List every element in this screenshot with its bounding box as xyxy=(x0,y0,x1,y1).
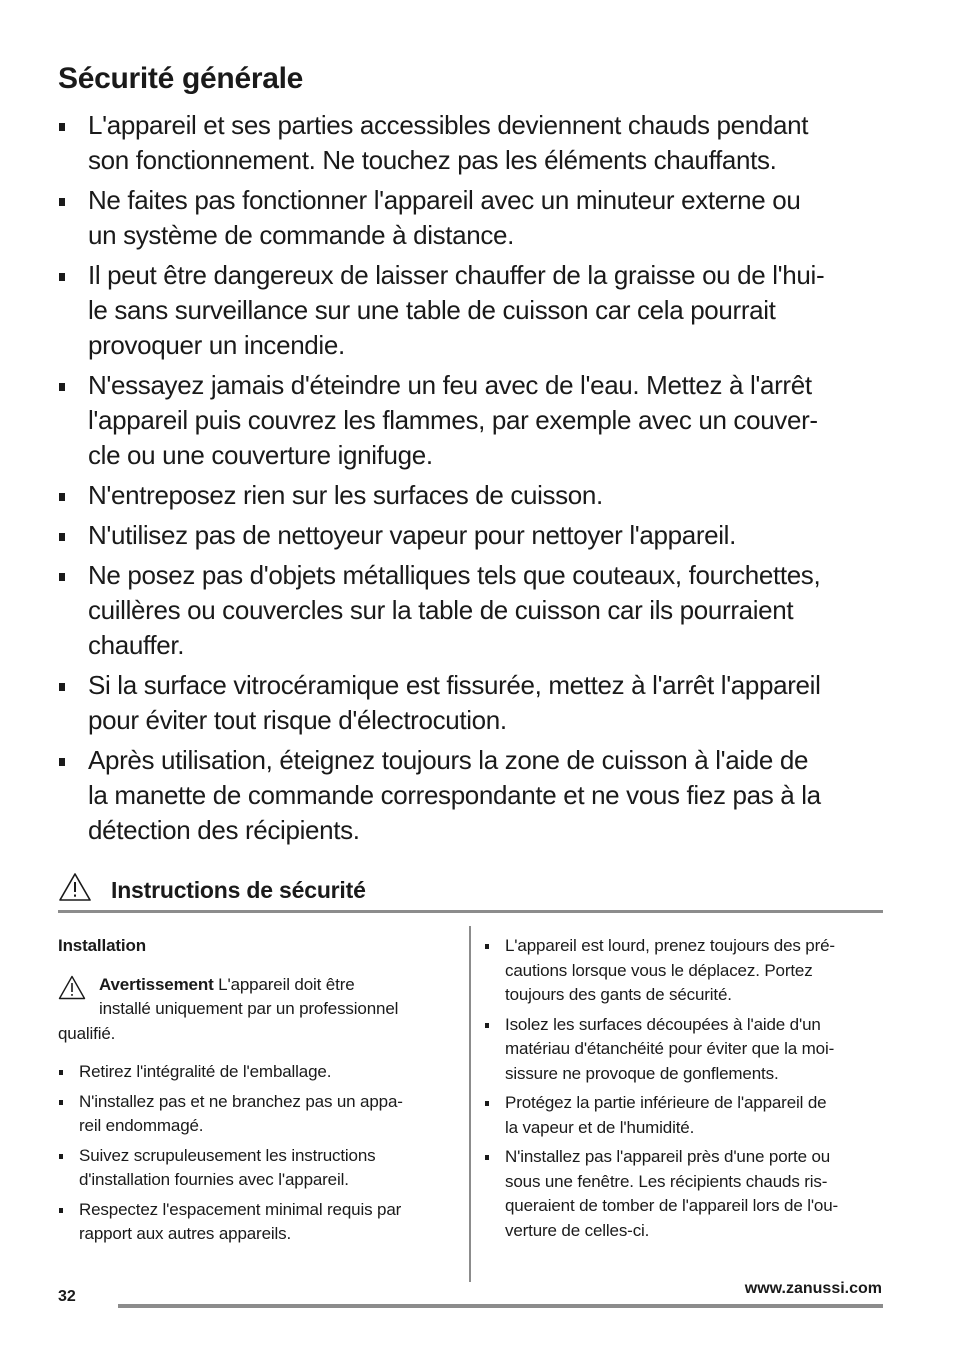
bullet-icon xyxy=(59,493,65,501)
warning-text-line1: L'appareil doit être xyxy=(213,974,355,994)
general-safety-item xyxy=(58,668,888,738)
list-item-line: d'installation fournies avec l'appareil. xyxy=(79,1170,349,1189)
installation-item xyxy=(484,1013,884,1087)
installation-item xyxy=(58,1090,443,1139)
page-title: Sécurité générale xyxy=(58,62,304,95)
list-item-line: toujours des gants de sécurité. xyxy=(505,985,732,1004)
left-column xyxy=(58,934,443,1252)
bullet-icon xyxy=(59,758,65,766)
list-item-line: Isolez les surfaces découpées à l'aide d'un xyxy=(505,1014,821,1034)
bullet-icon xyxy=(59,123,65,131)
installation-item xyxy=(58,1060,443,1085)
list-item-line: sissure ne provoque de gonflements. xyxy=(505,1063,779,1083)
general-safety-item xyxy=(58,368,888,473)
warning-text-line3: qualifié. xyxy=(58,1023,116,1043)
right-column xyxy=(484,934,884,1248)
list-item-line: matériau d'étanchéité pour éviter que la moi- xyxy=(505,1039,835,1058)
list-item-line: rapport aux autres appareils. xyxy=(79,1224,292,1243)
list-item-line: la manette de commande correspondante et ne vous fiez pas à la xyxy=(88,780,821,810)
section-divider xyxy=(58,910,883,913)
warning-triangle-icon xyxy=(58,975,86,1000)
list-item-line: N'entreposez rien sur les surfaces de cuisson. xyxy=(88,480,603,510)
list-item-line: verture de celles-ci. xyxy=(505,1220,650,1240)
bullet-icon xyxy=(485,944,489,949)
warning-text-line2: installé uniquement par un professionnel xyxy=(99,999,399,1018)
general-safety-item xyxy=(58,108,888,178)
list-item-line: Suivez scrupuleusement les instructions xyxy=(79,1145,376,1165)
general-safety-item xyxy=(58,518,888,553)
installation-item xyxy=(484,1091,884,1140)
bullet-icon xyxy=(59,198,65,206)
general-safety-item xyxy=(58,558,888,663)
warning-label: Avertissement xyxy=(99,974,214,994)
bullet-icon xyxy=(59,683,65,691)
bullet-icon xyxy=(59,1100,63,1105)
general-safety-item xyxy=(58,478,888,513)
installation-item xyxy=(484,934,884,1008)
list-item-line: Il peut être dangereux de laisser chauffer de la graisse ou de l'hui- xyxy=(88,260,825,290)
installation-item xyxy=(58,1144,443,1193)
installation-item xyxy=(484,1145,884,1243)
list-item-line: Ne faites pas fonctionner l'appareil avec un minuteur externe ou xyxy=(88,185,801,215)
list-item-line: pour éviter tout risque d'électrocution. xyxy=(88,705,507,735)
bullet-icon xyxy=(59,573,65,581)
installation-list-right xyxy=(484,934,884,1243)
list-item-line: chauffer. xyxy=(88,630,185,660)
list-item-line: L'appareil est lourd, prenez toujours des pré- xyxy=(505,936,835,955)
bullet-icon xyxy=(485,1023,489,1028)
list-item-line: N'utilisez pas de nettoyeur vapeur pour nettoyer l'appareil. xyxy=(88,520,736,550)
bullet-icon xyxy=(59,1154,63,1159)
list-item-line: Retirez l'intégralité de l'emballage. xyxy=(79,1062,332,1081)
column-divider xyxy=(469,926,471,1282)
page-number: 32 xyxy=(58,1288,76,1305)
installation-list-left xyxy=(58,1060,443,1247)
list-item-line: cle ou une couverture ignifuge. xyxy=(88,440,433,470)
list-item-line: reil endommagé. xyxy=(79,1116,204,1135)
list-item-line: provoquer un incendie. xyxy=(88,330,345,360)
section-title: Instructions de sécurité xyxy=(111,877,366,903)
bullet-icon xyxy=(59,1070,63,1075)
bullet-icon xyxy=(59,533,65,541)
list-item-line: Si la surface vitrocéramique est fissurée, mettez à l'arrêt l'appareil xyxy=(88,670,821,700)
general-safety-item xyxy=(58,258,888,363)
list-item-line: Ne posez pas d'objets métalliques tels que couteaux, fourchettes, xyxy=(88,560,821,590)
list-item-line: son fonctionnement. Ne touchez pas les éléments chauffants. xyxy=(88,145,777,175)
installation-heading: Installation xyxy=(58,936,146,955)
safety-instructions-header xyxy=(58,868,883,912)
installation-item xyxy=(58,1198,443,1247)
list-item-line: L'appareil et ses parties accessibles deviennent chauds pendant xyxy=(88,110,809,140)
list-item-line: sous une fenêtre. Les récipients chauds ris- xyxy=(505,1171,828,1191)
general-safety-list xyxy=(58,108,888,853)
bullet-icon xyxy=(59,1208,63,1213)
list-item-line: queraient de tomber de l'appareil lors de l'ou- xyxy=(505,1196,839,1215)
bullet-icon xyxy=(59,273,65,281)
list-item-line: cautions lorsque vous le déplacez. Portez xyxy=(505,960,813,980)
list-item-line: le sans surveillance sur une table de cuisson car cela pourrait xyxy=(88,295,776,325)
list-item-line: Respectez l'espacement minimal requis par xyxy=(79,1199,402,1219)
list-item-line: l'appareil puis couvrez les flammes, par exemple avec un couver- xyxy=(88,405,818,435)
bullet-icon xyxy=(485,1101,489,1106)
warning-triangle-icon xyxy=(58,872,92,902)
list-item-line: N'installez pas et ne branchez pas un appa- xyxy=(79,1091,403,1111)
list-item-line: un système de commande à distance. xyxy=(88,220,514,250)
general-safety-item xyxy=(58,743,888,848)
list-item-line: N'essayez jamais d'éteindre un feu avec de l'eau. Mettez à l'arrêt xyxy=(88,370,812,400)
installation-warning xyxy=(58,973,443,1047)
list-item-line: Protégez la partie inférieure de l'appareil de xyxy=(505,1093,827,1112)
list-item-line: Après utilisation, éteignez toujours la zone de cuisson à l'aide de xyxy=(88,745,809,775)
footer-divider xyxy=(118,1304,883,1308)
list-item-line: la vapeur et de l'humidité. xyxy=(505,1117,695,1137)
footer-url: www.zanussi.com xyxy=(744,1280,882,1297)
list-item-line: cuillères ou couvercles sur la table de cuisson car ils pourraient xyxy=(88,595,794,625)
general-safety-item xyxy=(58,183,888,253)
bullet-icon xyxy=(59,383,65,391)
list-item-line: N'installez pas l'appareil près d'une porte ou xyxy=(505,1147,831,1166)
bullet-icon xyxy=(485,1155,489,1160)
list-item-line: détection des récipients. xyxy=(88,815,360,845)
